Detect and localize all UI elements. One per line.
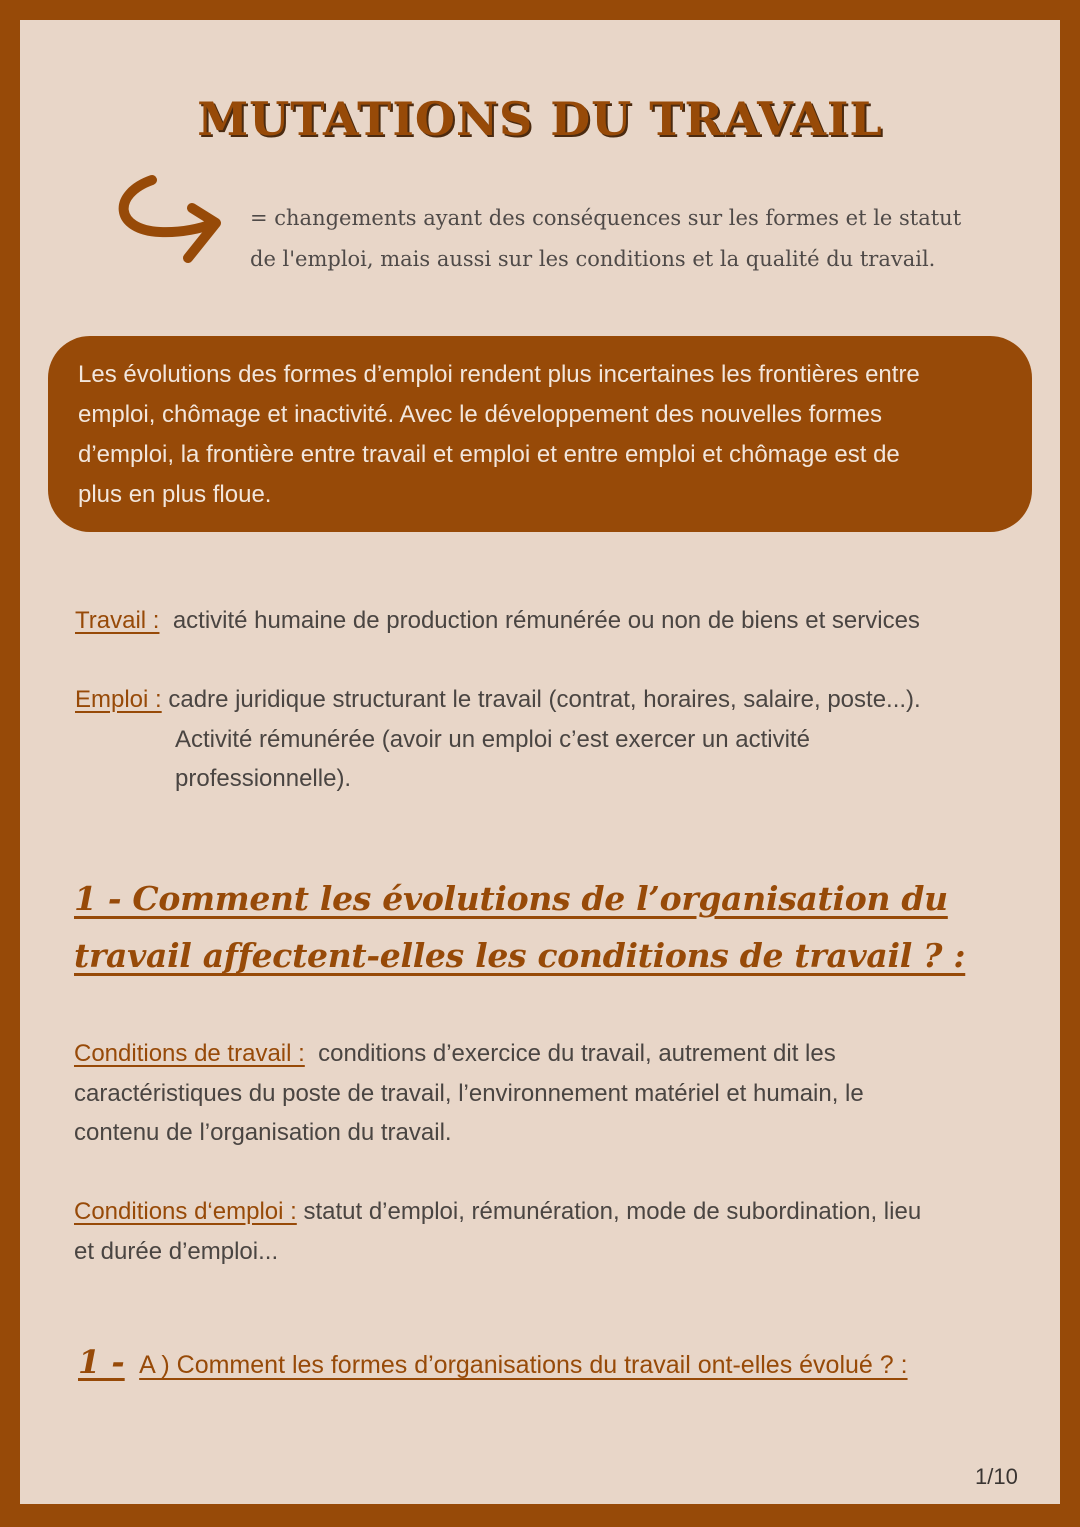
callout-line: d’emploi, la frontière entre travail et emploi et entre emploi et chômage est de — [78, 441, 900, 468]
curved-arrow-icon — [112, 172, 232, 272]
term-travail: Travail : — [75, 607, 160, 634]
definition-emploi: Emploi : cadre juridique structurant le travail (contrat, horaires, salaire, poste...). Activité rémunérée (avoir un emploi c’est exercer un activité professionnelle). — [75, 686, 921, 792]
term-emploi: Emploi : — [75, 686, 162, 713]
definition-text: = changements ayant des conséquences sur les formes et le statut de l'emploi, mais aussi sur les conditions et la qualité du travail. — [250, 206, 962, 271]
callout-line: emploi, chômage et inactivité. Avec le développement des nouvelles formes — [78, 401, 883, 428]
subsection-title: A ) Comment les formes d’organisations du travail ont-elles évolué ? : — [139, 1351, 908, 1379]
term-conditions-emploi: Conditions d‘emploi : — [74, 1198, 297, 1225]
section-heading: 1 - Comment les évolutions de l’organisation du travail affectent-elles les conditions de travail ? : — [74, 879, 966, 975]
callout-line: plus en plus floue. — [78, 481, 272, 508]
definition-conditions-travail: Conditions de travail : conditions d’exercice du travail, autrement dit les caractéristiques du poste de travail, l’environnement matériel et humain, le contenu de l’organisation du travail. — [74, 1040, 864, 1146]
term-conditions-travail: Conditions de travail : — [74, 1040, 305, 1067]
callout-line: Les évolutions des formes d’emploi rendent plus incertaines les frontières entre — [78, 361, 920, 388]
definition-conditions-emploi: Conditions d‘emploi : statut d’emploi, rémunération, mode de subordination, lieu et durée d’emploi... — [74, 1198, 922, 1265]
callout-box — [48, 336, 1032, 532]
page-number: 1/10 — [975, 1464, 1018, 1489]
subsection-number: 1 - — [78, 1343, 125, 1381]
page-title: MUTATIONS DU TRAVAIL — [197, 92, 883, 146]
definition-travail: Travail : activité humaine de production rémunérée ou non de biens et services — [75, 607, 920, 634]
subsection-heading — [78, 1343, 1038, 1381]
